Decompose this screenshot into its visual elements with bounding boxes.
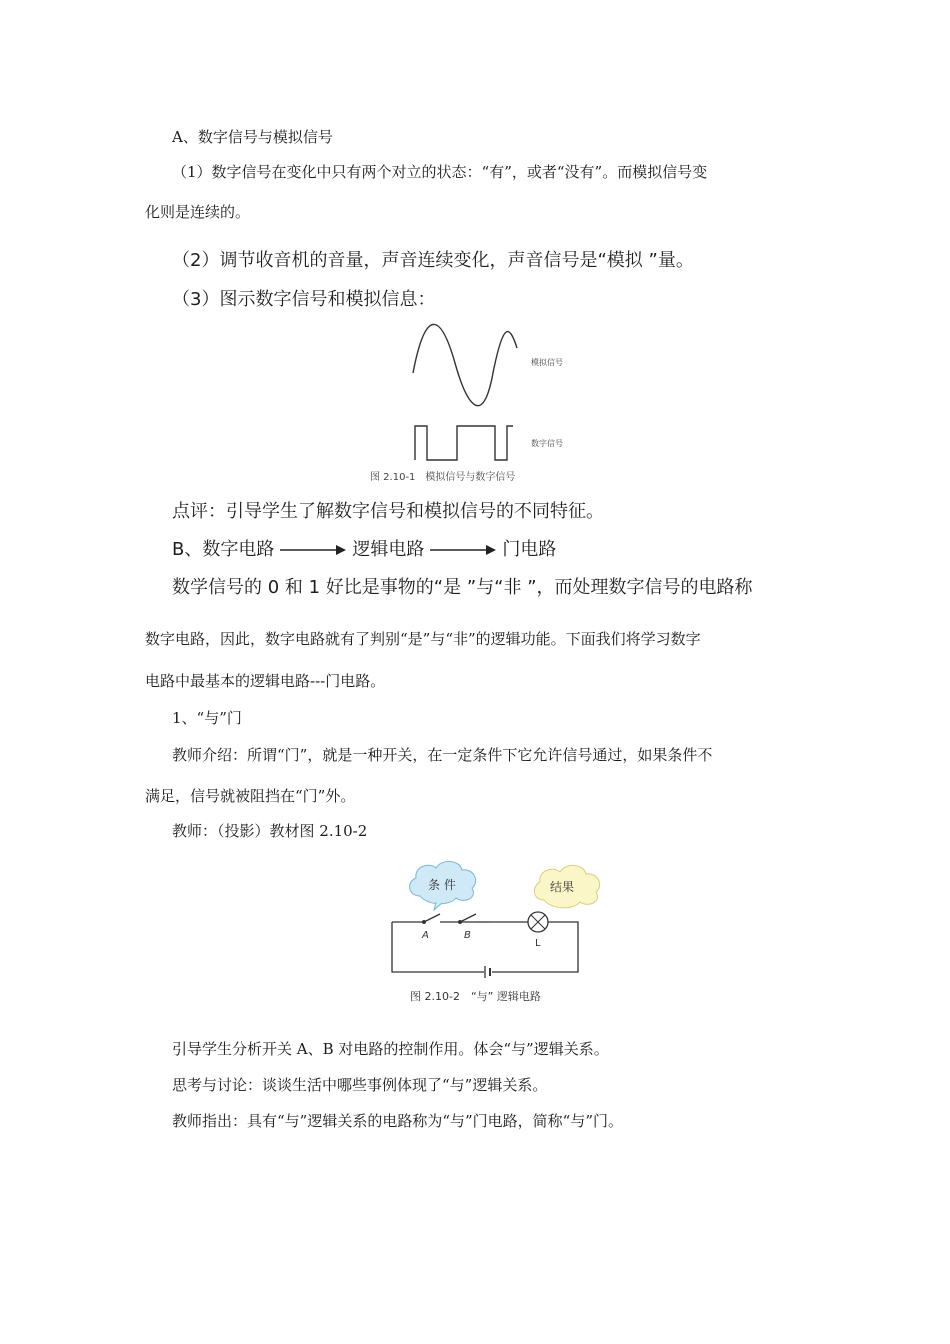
figure-2-caption: 图 2.10-2 “与” 逻辑电路 [410, 990, 541, 1003]
right-arrow-icon [430, 544, 496, 556]
analog-label: 模拟信号 [531, 358, 563, 367]
and-gate-heading: 1、“与”门 [172, 709, 242, 727]
figure-1-caption: 图 2.10-1 模拟信号与数字信号 [370, 472, 516, 483]
teacher-intro-line-2: 满足，信号就被阻挡在“门”外。 [145, 787, 356, 805]
analog-sine-wave [413, 324, 517, 405]
digital-circuit-line-2: 数字电路，因此，数字电路就有了判别“是”与“非”的逻辑功能。下面我们将学习数字 [145, 630, 701, 648]
teacher-projection-line: 教师：（投影）教材图 2.10-2 [172, 822, 368, 840]
closing-line-2: 思考与讨论：谈谈生活中哪些事例体现了“与”逻辑关系。 [172, 1076, 548, 1094]
section-a-heading: A、数字信号与模拟信号 [172, 128, 333, 146]
switch-b [460, 914, 476, 922]
switch-b-label: B [464, 930, 471, 941]
switch-a [424, 914, 440, 922]
digital-label: 数字信号 [531, 439, 563, 448]
chain-logic-circuit: 逻辑电路 [352, 539, 425, 560]
closing-line-1: 引导学生分析开关 A、B 对电路的控制作用。体会“与”逻辑关系。 [172, 1040, 609, 1058]
paragraph-1-line-1: （1）数字信号在变化中只有两个对立的状态：“有”，或者“没有”。而模拟信号变 [172, 163, 708, 181]
paragraph-2: （2）调节收音机的音量，声音连续变化，声音信号是“模拟 ”量。 [172, 250, 694, 271]
teacher-intro-line-1: 教师介绍：所谓“门”，就是一种开关，在一定条件下它允许信号通过，如果条件不 [172, 746, 713, 764]
paragraph-1-line-2: 化则是连续的。 [145, 203, 251, 221]
closing-line-3: 教师指出：具有“与”逻辑关系的电路称为“与”门电路，简称“与”门。 [172, 1112, 624, 1130]
digital-circuit-chain [172, 537, 556, 563]
paragraph-3: （3）图示数字信号和模拟信息： [172, 289, 436, 310]
result-cloud-label: 结果 [550, 880, 575, 894]
chain-gate-circuit: 门电路 [502, 539, 557, 560]
lamp-label: L [535, 938, 541, 949]
digital-square-wave [415, 426, 513, 460]
binary-analogy-line: 数学信号的 0 和 1 好比是事物的“是 ”与“非 ”，而处理数字信号的电路称 [172, 577, 753, 598]
signal-figure [370, 318, 595, 490]
right-arrow-icon [280, 544, 346, 556]
comment-line: 点评：引导学生了解数字信号和模拟信号的不同特征。 [172, 501, 604, 522]
and-circuit-figure [378, 856, 608, 1016]
chain-digital-circuit: B、数字电路 [172, 539, 275, 560]
condition-cloud-label: 条 件 [428, 878, 456, 892]
digital-circuit-line-3: 电路中最基本的逻辑电路---门电路。 [145, 672, 386, 690]
switch-a-label: A [422, 930, 429, 941]
